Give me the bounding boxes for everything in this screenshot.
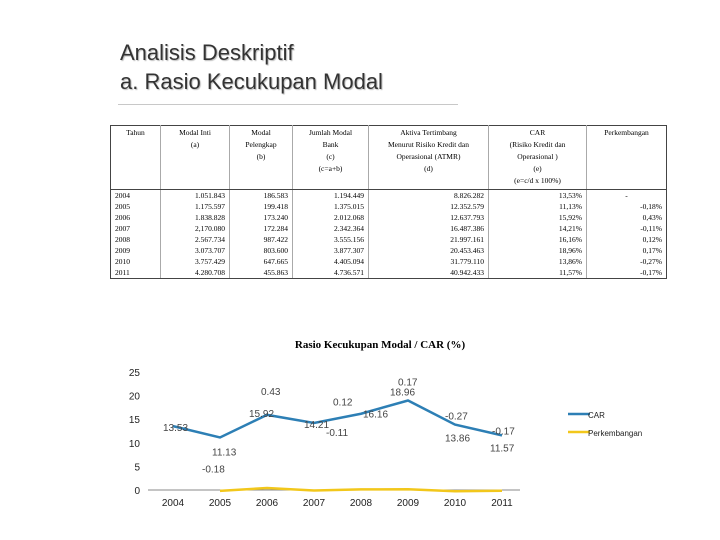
- table-cell: 4.405.094: [293, 256, 369, 267]
- y-tick-label: 5: [134, 462, 140, 474]
- table-cell: -: [587, 190, 667, 202]
- table-cell: 11,13%: [489, 201, 587, 212]
- table-cell: 4.736.571: [293, 267, 369, 279]
- header-modal-pelengkap: Modal Pelengkap (b): [230, 126, 293, 190]
- table-cell: 2007: [111, 223, 161, 234]
- header-car: CAR (Risiko Kredit dan Operasional ) (e) (e=c/d x 100%): [489, 126, 587, 190]
- x-tick-label: 2005: [208, 498, 232, 509]
- data-label-car: 14.21: [304, 419, 330, 431]
- data-label-car: 16.16: [363, 409, 389, 421]
- table-cell: 0,12%: [587, 234, 667, 245]
- table-cell: 15,92%: [489, 212, 587, 223]
- x-tick-label: 2008: [349, 498, 373, 509]
- x-tick-label: 2006: [255, 498, 279, 509]
- table-cell: 12.352.579: [369, 201, 489, 212]
- y-tick-label: 10: [128, 438, 140, 450]
- table-cell: 21.997.161: [369, 234, 489, 245]
- table-cell: 18,96%: [489, 245, 587, 256]
- x-tick-label: 2010: [443, 498, 467, 509]
- data-label-car: 11.57: [490, 443, 515, 455]
- table-cell: 2.567.734: [161, 234, 230, 245]
- table-cell: 803.600: [230, 245, 293, 256]
- table-cell: 1.838.828: [161, 212, 230, 223]
- data-label-car: 11.13: [212, 447, 237, 459]
- table-cell: 1.194.449: [293, 190, 369, 202]
- y-tick-label: 0: [134, 486, 140, 497]
- table-cell: 172.284: [230, 223, 293, 234]
- table-cell: -0,11%: [587, 223, 667, 234]
- table-cell: 1.375.015: [293, 201, 369, 212]
- table-cell: 199.418: [230, 201, 293, 212]
- title-line-2: a. Rasio Kecukupan Modal: [120, 69, 383, 94]
- header-jumlah-modal: Jumlah Modal Bank (c) (c=a+b): [293, 126, 369, 190]
- table-cell: 3.757.429: [161, 256, 230, 267]
- table-cell: 1.051.843: [161, 190, 230, 202]
- data-label-car: 15.92: [249, 408, 275, 420]
- table-cell: 20.453.463: [369, 245, 489, 256]
- table-cell: 16,16%: [489, 234, 587, 245]
- table-cell: 0,17%: [587, 245, 667, 256]
- table-cell: 12.637.793: [369, 212, 489, 223]
- header-perkembangan: Perkembangan: [587, 126, 667, 190]
- table-cell: 987.422: [230, 234, 293, 245]
- data-label-car: 18.96: [390, 387, 416, 399]
- table-cell: -0,17%: [587, 267, 667, 279]
- header-tahun: Tahun: [111, 126, 161, 190]
- table-cell: 0,43%: [587, 212, 667, 223]
- table-cell: 31.779.110: [369, 256, 489, 267]
- data-label-perkembangan: 0.17: [398, 377, 418, 389]
- legend-label: CAR: [588, 411, 605, 420]
- y-tick-label: 20: [128, 391, 140, 403]
- chart-title: Rasio Kecukupan Modal / CAR (%): [294, 339, 466, 351]
- data-label-car: 13.53: [163, 423, 189, 435]
- x-tick-label: 2011: [491, 498, 513, 509]
- table-cell: 2006: [111, 212, 161, 223]
- x-tick-label: 2009: [396, 498, 420, 509]
- table-cell: 2,170.080: [161, 223, 230, 234]
- data-label-perkembangan: -0.17: [492, 426, 515, 438]
- table-cell: 2005: [111, 201, 161, 212]
- table-cell: 2008: [111, 234, 161, 245]
- table-cell: 2010: [111, 256, 161, 267]
- table-cell: 173.240: [230, 212, 293, 223]
- y-tick-label: 25: [128, 368, 140, 379]
- table-cell: 4.280.708: [161, 267, 230, 279]
- data-label-perkembangan: -0.27: [445, 411, 468, 423]
- table-cell: 455.863: [230, 267, 293, 279]
- table-cell: 186.583: [230, 190, 293, 202]
- table-cell: -0,27%: [587, 256, 667, 267]
- y-tick-label: 15: [128, 415, 140, 427]
- table-cell: 40.942.433: [369, 267, 489, 279]
- table-cell: 2011: [111, 267, 161, 279]
- table-cell: 13,86%: [489, 256, 587, 267]
- table-cell: 16.487.386: [369, 223, 489, 234]
- table-cell: -0,18%: [587, 201, 667, 212]
- table-cell: 3.073.707: [161, 245, 230, 256]
- table-cell: 2004: [111, 190, 161, 202]
- header-modal-inti: Modal Inti (a): [161, 126, 230, 190]
- title-line-1: Analisis Deskriptif: [120, 40, 294, 65]
- data-label-perkembangan: -0.18: [202, 464, 225, 476]
- table-cell: 1.175.597: [161, 201, 230, 212]
- table-cell: 13,53%: [489, 190, 587, 202]
- data-label-perkembangan: 0.12: [333, 397, 353, 409]
- table-cell: 647.665: [230, 256, 293, 267]
- table-cell: 14,21%: [489, 223, 587, 234]
- table-cell: 11,57%: [489, 267, 587, 279]
- table-cell: 3.555.156: [293, 234, 369, 245]
- x-tick-label: 2004: [161, 498, 185, 509]
- data-label-perkembangan: 0.43: [261, 386, 281, 398]
- table-cell: 2.342.364: [293, 223, 369, 234]
- data-label-car: 13.86: [445, 433, 471, 445]
- table-cell: 3.877.307: [293, 245, 369, 256]
- data-label-perkembangan: -0.11: [326, 427, 349, 439]
- header-atmr: Aktiva Tertimbang Menurut Risiko Kredit dan Operasional (ATMR) (d): [369, 126, 489, 190]
- legend-label: Perkembangan: [588, 429, 643, 438]
- table-cell: 2009: [111, 245, 161, 256]
- table-cell: 8.826.282: [369, 190, 489, 202]
- x-tick-label: 2007: [302, 498, 326, 509]
- table-cell: 2.012.068: [293, 212, 369, 223]
